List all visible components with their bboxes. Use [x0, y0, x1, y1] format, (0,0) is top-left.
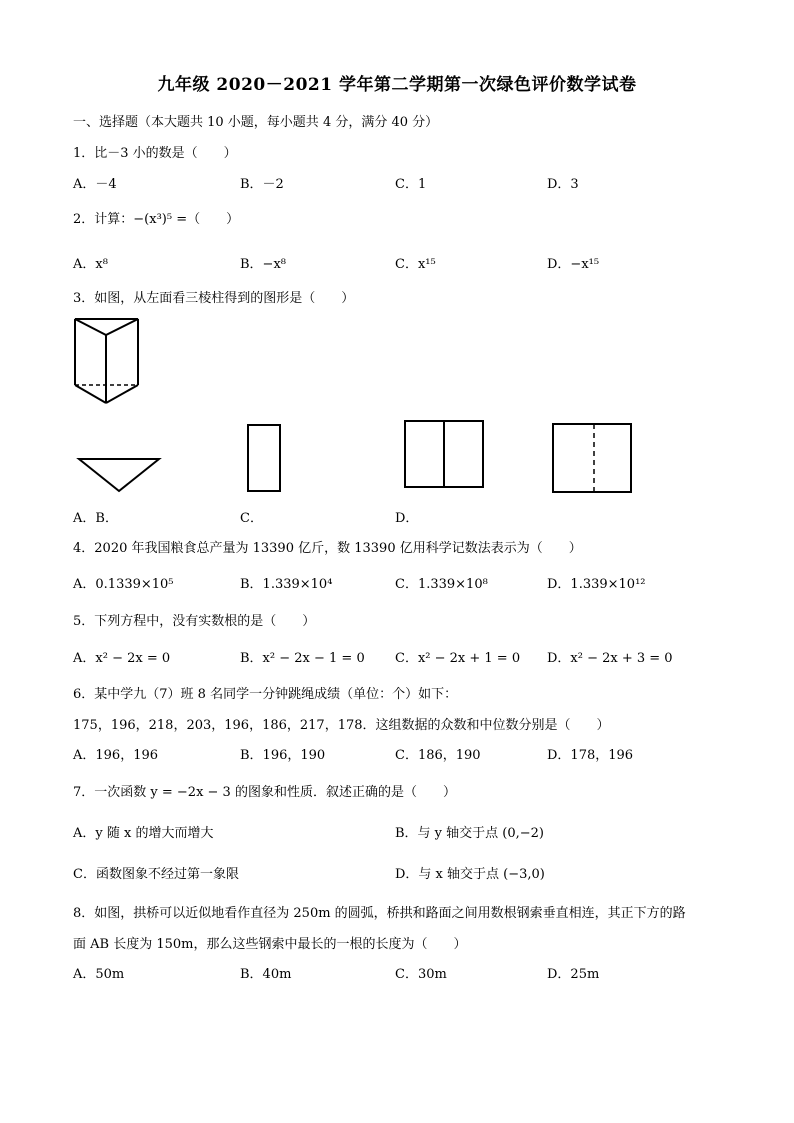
q1-option-c: C．1	[395, 177, 427, 192]
q8-option-c: C．30m	[395, 967, 447, 982]
q7-option-b: B．与 y 轴交于点 (0,−2)	[395, 826, 545, 841]
q2-option-b: B．−x⁸	[240, 257, 286, 272]
q8-option-b: B．40m	[240, 967, 292, 982]
q5-option-b: B．x² − 2x − 1 = 0	[240, 651, 365, 666]
option-e-dashed-rectangle-figure	[550, 421, 635, 495]
q2-option-c: C．x¹⁵	[395, 257, 436, 272]
q5-option-a: A．x² − 2x = 0	[73, 651, 171, 666]
q8-option-d: D．25m	[547, 967, 600, 982]
q4-option-c: C．1.339×10⁸	[395, 577, 488, 592]
q8-option-a: A．50m	[73, 967, 125, 982]
q7-option-c: C．函数图象不经过第一象限	[73, 867, 239, 882]
q4-option-a: A．0.1339×10⁵	[73, 577, 174, 592]
q6-option-b: B．196，190	[240, 748, 326, 763]
q3-option-c: C．	[240, 511, 263, 526]
q8-stem-line1: 8．如图，拱桥可以近似地看作直径为 250m 的圆弧，桥拱和路面之间用数根钢索垂直相连，其正下方的路	[73, 906, 686, 921]
q6-option-d: D．178，196	[547, 748, 634, 763]
q6-option-c: C．186，190	[395, 748, 481, 763]
q2-stem-prefix: 2．计算：	[73, 212, 134, 227]
exam-title: 九年级 2020－2021 学年第二学期第一次绿色评价数学试卷	[157, 75, 637, 95]
q8-stem-line2: 面 AB 长度为 150m，那么这些钢索中最长的一根的长度为（ ）	[73, 937, 467, 952]
q5-stem: 5．下列方程中，没有实数根的是（ ）	[73, 614, 316, 629]
q7-option-a: A．y 随 x 的增大而增大	[73, 826, 214, 841]
q2-stem-expr: −(x³)⁵ =（ ）	[133, 212, 240, 227]
q6-stem-line2: 175，196，218，203，196，186，217，178．这组数据的众数和中位数分别是（ ）	[73, 718, 610, 733]
q1-stem: 1．比－3 小的数是（ ）	[73, 146, 237, 161]
q4-stem: 4．2020 年我国粮食总产量为 13390 亿斤，数 13390 亿用科学记数法表示为（ ）	[73, 541, 582, 556]
q4-option-b: B．1.339×10⁴	[240, 577, 333, 592]
q1-option-d: D．3	[547, 177, 579, 192]
q7-option-d: D．与 x 轴交于点 (−3,0)	[395, 867, 545, 882]
option-d-split-rectangle-figure	[402, 418, 487, 490]
q7-stem: 7．一次函数 y = −2x − 3 的图象和性质．叙述正确的是（ ）	[73, 785, 456, 800]
section-heading: 一、选择题（本大题共 10 小题，每小题共 4 分，满分 40 分）	[73, 115, 439, 130]
q5-option-d: D．x² − 2x + 3 = 0	[547, 651, 673, 666]
q1-option-b: B．－2	[240, 177, 284, 192]
option-a-triangle-figure	[75, 455, 165, 497]
q3-stem: 3．如图，从左面看三棱柱得到的图形是（ ）	[73, 291, 355, 306]
triangular-prism-figure	[70, 315, 150, 410]
q6-option-a: A．196，196	[73, 748, 159, 763]
q1-option-a: A．－4	[73, 177, 117, 192]
q2-option-d: D．−x¹⁵	[547, 257, 600, 272]
option-c-rectangle-figure	[245, 420, 285, 495]
q3-option-d: D．	[395, 511, 419, 526]
q5-option-c: C．x² − 2x + 1 = 0	[395, 651, 521, 666]
q4-option-d: D．1.339×10¹²	[547, 577, 646, 592]
q6-stem-line1: 6．某中学九（7）班 8 名同学一分钟跳绳成绩（单位：个）如下：	[73, 687, 458, 702]
q2-stem	[73, 208, 239, 227]
q3-option-ab: A．B．	[73, 511, 118, 526]
q2-option-a: A．x⁸	[73, 257, 108, 272]
